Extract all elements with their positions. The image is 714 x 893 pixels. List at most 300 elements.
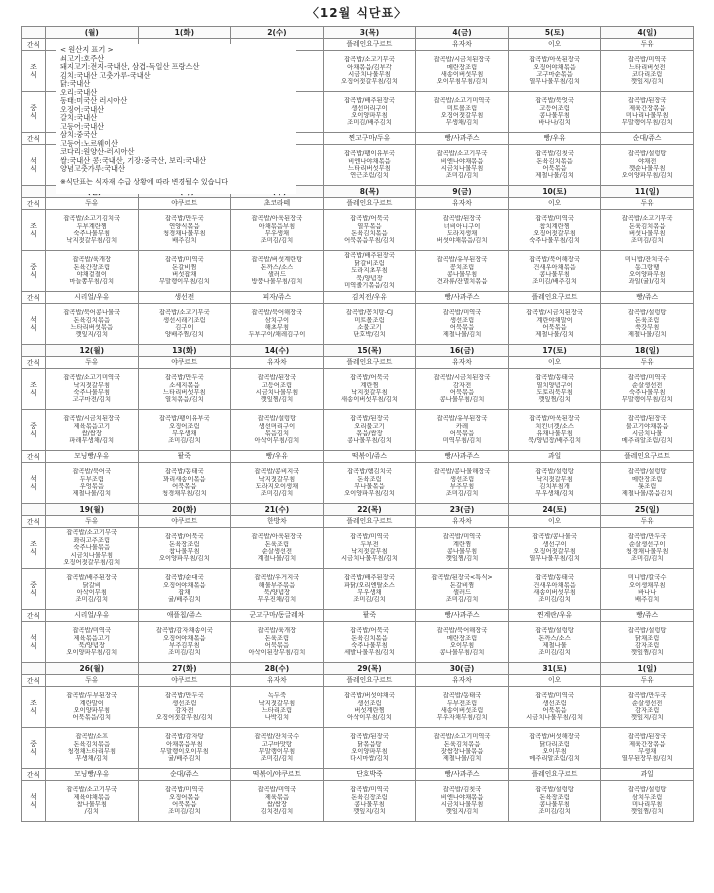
menu-item: 오징어야채볶음 [163, 634, 206, 642]
menu-item: 잡곡밥/김칫국 [442, 786, 482, 794]
meal-label: 중 식 [22, 92, 46, 133]
meal-label [22, 27, 46, 39]
menu-item: 잡곡밥/된장국 [627, 733, 667, 741]
menu-item: 낙지젓갈무침 [258, 699, 296, 707]
menu-item: 열무나물무침/김치 [529, 78, 580, 86]
menu-item: 제철나물/김치 [627, 331, 667, 339]
menu-item: 연양식볶음 [169, 222, 200, 230]
lunch-cell [323, 251, 416, 292]
dinner-cell [601, 463, 694, 504]
menu-item: 오이무침 [542, 748, 567, 755]
menu-item: 잡곡밥/시금치된장국 [433, 374, 491, 382]
menu-item: 어묵볶음 [449, 389, 475, 396]
menu-item: 깻잎찜/김치 [630, 808, 664, 816]
menu-item: 잡곡밥/소고기무국 [66, 529, 118, 537]
menu-item: 꽈리고추조림 [73, 536, 111, 544]
menu-item: 잡곡밥/감자탕 [165, 733, 204, 741]
menu-item: 조미김/김치 [75, 596, 109, 604]
lunch-cell [231, 728, 324, 769]
menu-item: 돈육김치볶음 [443, 740, 481, 748]
menu-item: 잡곡밥/어묵국 [350, 374, 389, 382]
menu-item: 동그랑땡 [635, 263, 660, 271]
menu-item: 쌈/쌈장 [266, 801, 288, 808]
meal-label: 간식 [22, 610, 46, 622]
menu-item: 조미김/김치 [168, 808, 201, 816]
snack-cell: 순대/쥬스 [138, 769, 231, 781]
breakfast-cell-row [22, 210, 694, 251]
lunch-cell [231, 251, 324, 292]
snack-cell: 야쿠르트 [138, 516, 231, 528]
menu-item: 아삭이된장무침/김치 [248, 649, 306, 657]
menu-item: 두부전 [360, 540, 379, 548]
snack-cell: 빵/우유 [508, 133, 601, 145]
menu-item: 잡곡밥/팽이유부국 [158, 415, 210, 423]
meal-label: 중 식 [22, 569, 46, 610]
breakfast-cell [323, 687, 416, 728]
origin-title: < 원산지 표기 > [60, 45, 114, 54]
menu-item: 잡곡밥/감자채송이국 [155, 627, 213, 635]
menu-item: 잡곡밥/유부된장국 [436, 415, 488, 423]
menu-item: 깻잎지/김치 [630, 714, 664, 722]
menu-item: 잡곡밥/배추된장국 [344, 252, 395, 260]
menu-item: 오이양파무침 [351, 112, 388, 119]
menu-item: 어묵볶음 [172, 483, 197, 490]
snack-cell: 한방차 [231, 516, 324, 528]
menu-item: 어묵볶음무침/김치 [344, 237, 395, 245]
date-cell-row [22, 345, 694, 357]
menu-item: 제육간장볶음 [628, 104, 666, 112]
menu-item: 바나나/김치 [538, 119, 571, 127]
menu-item: 오이양파무침/김치 [344, 490, 395, 498]
menu-item: 어묵볶음 [449, 324, 475, 331]
menu-item: 야채전 [638, 157, 657, 165]
menu-item: 나박김치 [264, 714, 290, 722]
snack-cell: 떡볶이/야쿠르트 [231, 769, 324, 781]
menu-item: 잡곡밥/배추된장국 [344, 574, 395, 582]
menu-item: 고구마순볶음 [536, 71, 573, 78]
breakfast-cell [416, 369, 509, 410]
snack-cell: 생선전 [138, 292, 231, 304]
menu-item: 조미김/김치 [630, 555, 664, 563]
snack-cell: 김치전/우유 [323, 292, 416, 304]
menu-item: 묵/양념장 [263, 589, 291, 596]
menu-item: 무말랭이무침/김치 [621, 396, 673, 404]
menu-item: 미나리나물무침 [625, 112, 669, 119]
menu-item: 낙지젓갈무침 [258, 475, 296, 483]
menu-item: 숙주나물볶음 [73, 544, 111, 552]
menu-item: 순살생선전 [631, 699, 663, 707]
menu-item: 미역줄기볶음/김치 [344, 282, 395, 290]
snack-cell: 애플칩/쥬스 [138, 610, 231, 622]
menu-item: 낙지젓갈무침/김치 [66, 237, 118, 245]
menu-item: 콩나물무침/김치 [439, 649, 485, 657]
lunch-cell [416, 728, 509, 769]
snack-cell: 이오 [508, 39, 601, 51]
snack-cell: 야쿠르트 [138, 675, 231, 687]
menu-item: 숙주나물무침 [628, 389, 666, 396]
menu-item: 방풍나물무침/김치 [251, 278, 303, 286]
dinner-cell [416, 463, 509, 504]
date-cell: 29(목) [323, 663, 416, 675]
snack-cell: 두유 [601, 675, 694, 687]
lunch-cell-row [22, 251, 694, 292]
dinner-cell [416, 781, 509, 822]
menu-item: 조미김/김치 [260, 755, 294, 763]
menu-item: 오이양파무침 [351, 748, 388, 755]
lunch-cell [138, 251, 231, 292]
menu-item: 메란장조림 [446, 634, 478, 642]
menu-item: 잡곡밥/된장국 [627, 97, 667, 105]
dinner-cell [46, 781, 139, 822]
menu-item: 잡곡밥/설렁탕 [627, 468, 667, 476]
menu-item: 잡곡밥/북어국 [72, 468, 112, 476]
menu-item: 메추리알조림/김치 [621, 437, 673, 445]
menu-item: 생선조림 [449, 475, 475, 483]
menu-item: 계란말이 [79, 699, 104, 707]
menu-item: 잡곡밥/버섯계란탕 [251, 256, 303, 264]
menu-item: 오징어젓갈무침 [533, 230, 576, 237]
menu-item: 돈육조림 [635, 316, 660, 324]
date-cell: 14(수) [231, 345, 324, 357]
meal-label: 석 식 [22, 463, 46, 504]
menu-item: 해물부추볶음 [258, 581, 296, 589]
menu-item: 잡곡밥/설렁탕 [627, 150, 667, 158]
date-cell-row [22, 663, 694, 675]
menu-item: 오징어야채볶음 [533, 63, 576, 71]
menu-item: 조미김/김치 [168, 437, 201, 445]
snack-cell: 플레인요구르트 [323, 675, 416, 687]
menu-item: 고등어조림 [539, 104, 570, 112]
menu-item: 잡곡밥/콩나물해장국 [433, 468, 491, 476]
date-cell: 8(목) [323, 186, 416, 198]
menu-item: 잡곡밥/만두국 [165, 374, 204, 382]
menu-item: 생선조림 [449, 316, 475, 324]
menu-item: 야채겉절이 [76, 271, 107, 278]
breakfast-cell [323, 369, 416, 410]
lunch-cell [508, 728, 601, 769]
menu-item: 잡곡밥/미역국 [350, 533, 389, 541]
menu-item: 잡곡밥/잔치국수 [254, 733, 300, 741]
menu-item: 파래무생채/김치 [69, 437, 115, 445]
menu-item: 조미김/김치 [538, 808, 571, 816]
menu-item: 참치계란찜 [539, 222, 570, 230]
snack-cell: 모닝빵/우유 [46, 451, 139, 463]
date-cell: 30(금) [416, 663, 509, 675]
menu-item: 마늘쫑무침/김치 [69, 278, 115, 286]
lunch-cell [508, 410, 601, 451]
lunch-cell [416, 92, 509, 133]
dinner-cell-row [22, 781, 694, 822]
menu-item: 무우자채무침/김치 [436, 714, 488, 722]
menu-item: 잡곡밥/어묵국 [350, 215, 389, 223]
snack-cell-row [22, 610, 694, 622]
menu-item: 무우진채/김치 [257, 596, 297, 604]
menu-item: 잡곡밥/배추된장국 [66, 574, 118, 582]
menu-item: 치킨너겟/소스 [535, 422, 574, 430]
lunch-cell-row [22, 728, 694, 769]
meal-label: 석 식 [22, 622, 46, 663]
menu-item: 잡곡밥/육개장 [257, 627, 297, 635]
snack-cell: 두유 [46, 198, 139, 210]
menu-item: 순살생선구이 [628, 540, 666, 548]
meal-label: 조 식 [22, 210, 46, 251]
menu-item: 잡곡밥/만두국 [627, 533, 667, 541]
dinner-cell [323, 304, 416, 345]
date-cell: 4(일) [601, 27, 694, 39]
menu-item: 깻잎찜/김치 [260, 396, 294, 404]
dinner-cell [601, 781, 694, 822]
menu-item: 어묵볶음 [542, 324, 567, 331]
menu-item: 잡곡밥/만두국 [165, 692, 204, 700]
dinner-cell [138, 304, 231, 345]
menu-item: 돈육장조림 [539, 793, 570, 801]
date-cell: 12(월) [46, 345, 139, 357]
menu-item: 제육간장볶음 [628, 740, 666, 748]
menu-item: 고등어조림 [261, 381, 293, 389]
dinner-cell [508, 622, 601, 663]
snack-cell: 이오 [508, 357, 601, 369]
menu-item: 비엔나야채볶음 [440, 157, 484, 165]
origin-line: 쌀:국내산 콩:국내산, 기장:중국산, 보리:국내산 [60, 155, 207, 165]
menu-item: 콩나물무침/김치 [439, 396, 485, 404]
breakfast-cell [601, 51, 694, 92]
snack-cell: 팥죽 [138, 451, 231, 463]
menu-item: 양배추찜/김치 [165, 331, 204, 339]
lunch-cell [138, 569, 231, 610]
menu-item: 무말랭이무침/김치 [158, 278, 210, 286]
dinner-cell [231, 781, 324, 822]
menu-item: 콩나물무침 [539, 801, 570, 808]
snack-cell: 빵/사과주스 [416, 133, 509, 145]
menu-item: 아삭이무침/김치 [254, 437, 300, 445]
menu-item: 잡곡밥/두부된장국 [66, 692, 118, 700]
breakfast-cell [601, 687, 694, 728]
menu-item: 시금치나물무침 [440, 165, 484, 172]
dinner-cell-row [22, 463, 694, 504]
menu-item: 건새우아채볶음 [533, 263, 576, 271]
menu-item: 돈육조림 [264, 540, 290, 548]
menu-item: 잡곡밥/북어해장국 [529, 256, 580, 264]
menu-item: 낙지젓갈무침 [351, 548, 388, 555]
menu-item: 돈육간장조림 [73, 263, 111, 271]
date-cell: 11(일) [601, 186, 694, 198]
menu-item: 견과류/잔멸치볶음 [436, 278, 488, 286]
dinner-cell [601, 304, 694, 345]
menu-item: 잡곡밥/미역국 [442, 309, 482, 317]
lunch-cell [416, 410, 509, 451]
menu-item: 생선구이 [542, 540, 567, 548]
menu-item: 어묵볶음 [172, 801, 197, 808]
menu-item: 닭갈비조림 [354, 259, 385, 267]
snack-cell: 팥죽 [323, 610, 416, 622]
menu-item: 오징어볶음 [169, 793, 200, 801]
menu-item: 아삭이무침/김치 [347, 714, 392, 722]
menu-item: 낙지젓갈무침 [351, 389, 388, 396]
menu-item: 돈육김치볶음 [536, 157, 573, 165]
menu-item: 제철나물/김치 [535, 331, 574, 339]
dinner-cell [508, 463, 601, 504]
menu-item: 돈육김치볶음 [73, 740, 111, 748]
menu-item: 생선조림 [172, 699, 197, 707]
snack-cell: 단호박죽 [323, 769, 416, 781]
menu-item: 비엔나야채볶음 [348, 157, 391, 165]
menu-item: 메란장조림 [446, 63, 478, 71]
dinner-cell [231, 304, 324, 345]
dinner-cell [231, 463, 324, 504]
menu-item: 잡곡밥/육개장 [72, 256, 112, 264]
menu-item: 고구마전/김치 [72, 396, 112, 404]
menu-item: 잡곡밥/미역국 [257, 786, 297, 794]
menu-item: 카레 [455, 422, 469, 430]
menu-item: 볶음김치 [264, 430, 290, 437]
dinner-cell [601, 145, 694, 186]
menu-item: 느타리버섯전 [628, 63, 666, 71]
snack-cell: 빵/사과주스 [416, 292, 509, 304]
menu-item: 조미김/김치 [630, 237, 664, 245]
menu-item: 배추김치 [635, 596, 660, 604]
dinner-cell [138, 463, 231, 504]
lunch-cell [323, 728, 416, 769]
breakfast-cell [416, 528, 509, 569]
menu-item: 어묵볶음 [542, 165, 567, 172]
menu-item: 콩나물무침 [354, 801, 385, 808]
menu-item: 너비아니구이 [443, 222, 481, 230]
date-cell: 1(화) [138, 27, 231, 39]
snack-cell: 피자/쥬스 [231, 292, 324, 304]
origin-line: 김치:국내산 고춧가루-국내산 [60, 70, 151, 80]
menu-item: 미트볼조림 [354, 316, 385, 324]
menu-item: 잡곡밥/아욱된장국 [251, 215, 303, 223]
meal-label: 석 식 [22, 304, 46, 345]
dinner-cell-row [22, 622, 694, 663]
menu-item: 잡곡밥/미역국 [535, 215, 574, 223]
menu-item: 청경채나물무침 [625, 548, 669, 555]
date-cell: 5(토) [508, 27, 601, 39]
menu-item: 콩나물무침 [539, 271, 570, 278]
snack-cell: 빵/우유 [231, 451, 324, 463]
lunch-cell [508, 92, 601, 133]
breakfast-cell [508, 687, 601, 728]
origin-line: 쇠고기:호주산 [60, 53, 105, 63]
breakfast-cell [508, 528, 601, 569]
menu-item: 조미김/김치 [168, 649, 201, 657]
dinner-cell [46, 304, 139, 345]
snack-cell: 두유 [601, 516, 694, 528]
menu-item: 열무볶음 [357, 222, 382, 230]
menu-item: 다시마쌈/김치 [350, 755, 389, 763]
menu-item: 낙지젓갈무침 [536, 475, 573, 483]
menu-item: 오이무침무침/김치 [436, 78, 488, 86]
menu-item: 오징어젓갈무침/김치 [63, 559, 121, 567]
menu-item: 무우생채 [172, 430, 197, 437]
menu-item: 조미김/배추김치 [532, 278, 577, 286]
menu-item: 잡곡밥/김칫국 [535, 150, 574, 158]
lunch-cell [231, 569, 324, 610]
meal-label: 간식 [22, 292, 46, 304]
menu-item: 쌈/쌈장 [81, 430, 102, 437]
menu-item: 조미김/김치 [538, 649, 571, 657]
menu-item: 잡곡밥/미역국 [535, 692, 574, 700]
menu-item: 조미김/김치 [353, 596, 386, 604]
menu-item: 잡곡밥/콩나물국 [532, 533, 577, 541]
menu-item: 새송이버섯무침/김치 [341, 396, 398, 404]
menu-item: 버섯잡채 [172, 271, 197, 278]
menu-item: 미역무침/김치 [442, 437, 482, 445]
menu-item: 잡곡밥/아욱된장국 [529, 56, 580, 64]
date-cell-row [22, 27, 694, 39]
menu-item: 숙주나물무침 [73, 389, 111, 396]
menu-item: 잡곡밥/된장국 [257, 374, 297, 382]
menu-item: 잡곡밥/동태국 [442, 692, 482, 700]
snack-cell: 초코라떼 [231, 198, 324, 210]
menu-item: 시금치나물무침 [440, 801, 484, 808]
menu-item: 계란찜 [360, 381, 379, 389]
date-cell: 24(토) [508, 504, 601, 516]
lunch-cell [508, 251, 601, 292]
menu-item: 잡곡밥/소고기무국 [621, 215, 673, 223]
menu-item: 어묵볶음 [264, 642, 290, 649]
snack-cell: 시리얼/우유 [46, 292, 139, 304]
menu-item: 순살생선전 [631, 381, 663, 389]
menu-item: 돈육김치볶음 [73, 316, 111, 324]
breakfast-cell [416, 687, 509, 728]
meal-label [22, 345, 46, 357]
menu-item: 샐러드 [267, 271, 287, 278]
menu-item: 비엔나야채볶음 [440, 793, 484, 801]
menu-item: 어묵볶음/김치 [72, 714, 112, 722]
dinner-cell [508, 781, 601, 822]
menu-item: 시금치나물무침/김치 [526, 714, 584, 722]
date-cell: 13(화) [138, 345, 231, 357]
menu-item: 감자조림 [635, 642, 660, 649]
menu-item: 무생채 [638, 748, 657, 755]
menu-item: 메추리알조림/김치 [529, 755, 580, 763]
date-cell: 15(목) [323, 345, 416, 357]
menu-item: 배추김치 [172, 237, 197, 245]
snack-cell: 유자차 [416, 516, 509, 528]
snack-cell: 플레인요구르트 [323, 516, 416, 528]
menu-item: 무말랭이오이무침 [160, 748, 209, 755]
snack-cell: 이오 [508, 675, 601, 687]
menu-item: 잡곡밥/시금치된장국 [526, 309, 584, 317]
menu-item: 세발나물무침/김치 [344, 649, 395, 657]
meal-label: 중 식 [22, 410, 46, 451]
origin-line: 닭:국내산 [60, 79, 91, 88]
menu-item: 묵/양념장 [78, 642, 105, 649]
menu-item: 잡곡밥/팽이유부국 [344, 150, 395, 158]
menu-item: 두부조림 [79, 475, 104, 483]
menu-item: 도라지생채 [446, 230, 478, 237]
menu-item: 계란야채말이 [536, 316, 573, 324]
menu-item: 잡곡밥/된장국 [350, 733, 389, 741]
lunch-cell [601, 728, 694, 769]
snack-cell: 순대/쥬스 [601, 133, 694, 145]
menu-item: 두부전조림 [446, 699, 478, 707]
snack-cell-row [22, 675, 694, 687]
menu-item: 아채볶음부침 [166, 740, 203, 748]
menu-item: 열무나물무침/김치 [529, 555, 580, 563]
menu-item: 유채나물무침 [536, 430, 573, 437]
menu-item: 돈갈비찜 [449, 581, 475, 589]
breakfast-cell [46, 687, 139, 728]
menu-item: 잡곡밥/소고기무국 [344, 56, 395, 64]
menu-item: 청경채무침/김치 [161, 490, 207, 498]
meal-label [22, 663, 46, 675]
menu-item: 잡곡밥/북어해장국 [436, 627, 488, 635]
snack-cell-row [22, 451, 694, 463]
date-cell: 19(월) [46, 504, 139, 516]
menu-item: 제철나물 [542, 642, 567, 649]
